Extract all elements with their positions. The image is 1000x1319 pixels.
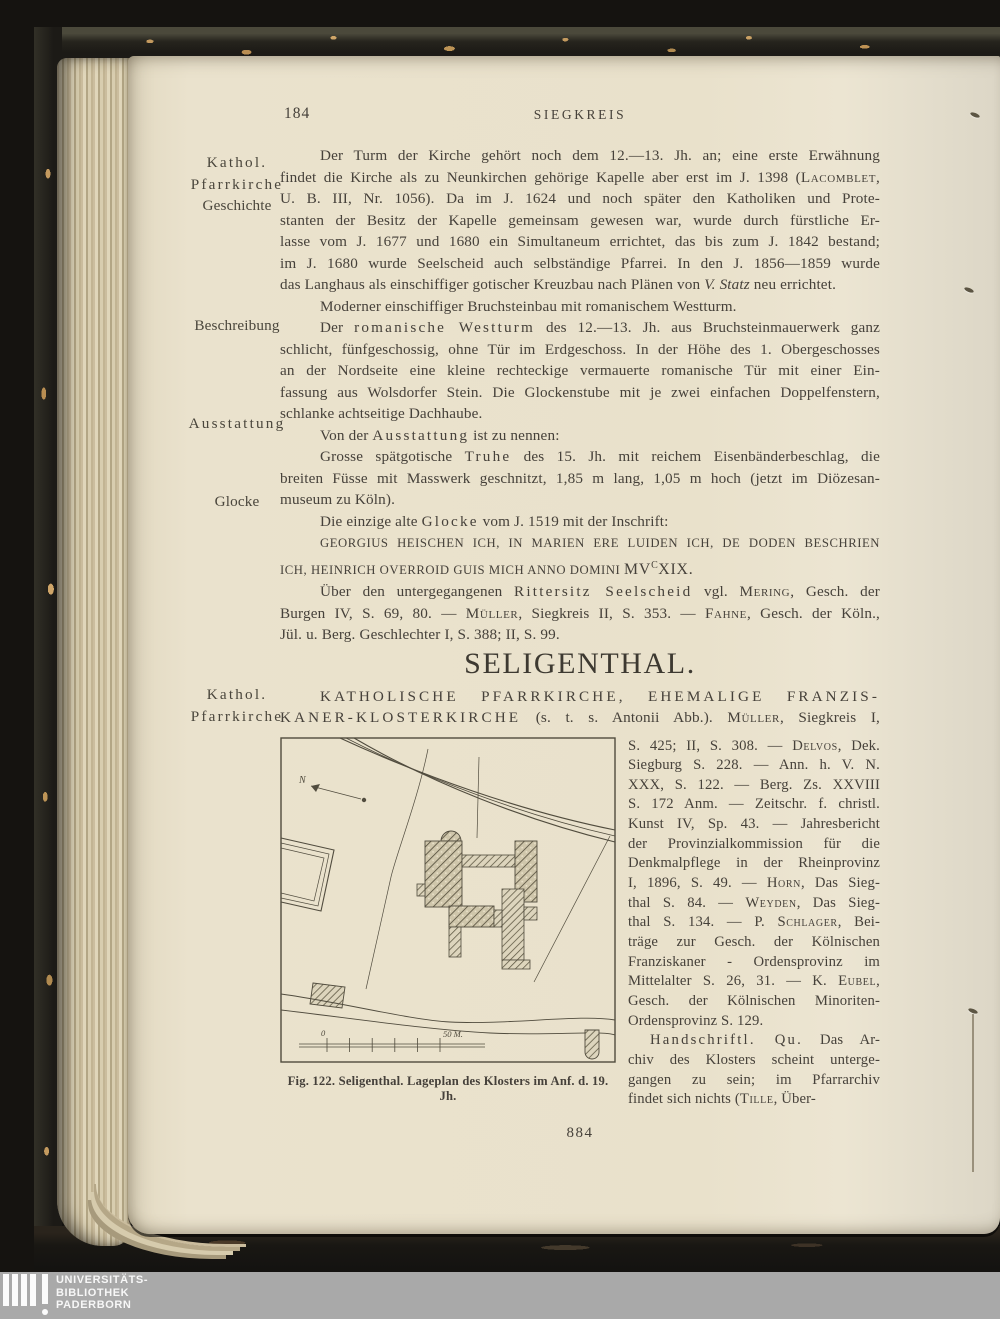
text-line: [280, 360, 880, 382]
text-line: [628, 953, 880, 973]
library-banner: [0, 1272, 1000, 1319]
text-line: [628, 854, 880, 874]
text-run: , Das Sieg-: [800, 875, 880, 892]
margin-note-kathol-pfarrkirche: [180, 684, 294, 727]
text-run: vom J. 1519 mit der Inschrift:: [478, 512, 669, 530]
text-line: [180, 413, 294, 435]
text-run: romanische Westturm: [354, 319, 536, 336]
text-line: [280, 489, 880, 511]
text-run: Burgen IV, S. 69, 80. —: [280, 604, 466, 622]
text-run: V. Statz: [704, 276, 750, 293]
text-run: , Dek.: [837, 737, 880, 754]
text-run: GEORGIUS HEISCHEN ICH, IN MARIEN ERE LUIDEN ICH, DE DODEN BESCHRIEN: [320, 536, 880, 550]
east-wing: [502, 889, 524, 960]
paragraph-ausstattung: [280, 425, 880, 447]
folio-number: 184: [284, 105, 311, 122]
text-line: [628, 1051, 880, 1071]
text-run: Das Ar-: [802, 1032, 880, 1049]
text-run: Siegburg S. 228. — Ann. h. V. N.: [628, 757, 880, 774]
text-run: S. 172 Anm. — Zeitschr. f. christl.: [628, 796, 880, 813]
text-run: thal S. 134. — P.: [628, 914, 778, 931]
binding-thread: [972, 1014, 974, 1172]
logo-bar: [42, 1274, 48, 1304]
text-line: [628, 1090, 880, 1110]
text-line: [628, 992, 880, 1012]
text-run: Fahne: [704, 604, 747, 622]
paragraph-literatur: [280, 581, 880, 646]
text-run: thal S. 84. —: [628, 894, 746, 911]
text-line: [280, 167, 880, 189]
text-run: ICH, HEINRICH OVERROID GUIS MICH ANNO DOMINI: [280, 562, 625, 577]
paragraph-moderner-bau: [280, 296, 880, 318]
text-line: [280, 624, 880, 646]
paragraph-geschichte: [280, 145, 880, 296]
text-run: Der: [320, 319, 355, 336]
text-run: I, 1896, S. 49. —: [628, 875, 767, 892]
scale-bar: [299, 1038, 485, 1052]
text-run: Glocke: [214, 493, 260, 510]
text-run: (s. t. s. Antonii Abb.).: [521, 709, 728, 726]
text-line: [628, 1031, 880, 1051]
text-run: ,: [876, 973, 880, 990]
text-run: Moderner einschiffiger Bruchsteinbau mit romanischem Westturm.: [320, 297, 737, 315]
text-line: [180, 684, 294, 706]
text-line: [628, 894, 880, 914]
text-run: XXX, S. 122. — Berg. Zs. XXVIII: [628, 776, 880, 793]
text-line: [280, 603, 880, 625]
margin-note-glocke: [180, 491, 294, 513]
scale-50m-label: 50 M.: [443, 1028, 463, 1039]
scale-zero-label: 0: [321, 1027, 326, 1038]
text-run: Müller: [727, 709, 780, 726]
text-line: [280, 210, 880, 232]
text-line: [280, 581, 880, 603]
text-run: Die einzige alte: [320, 512, 422, 530]
text-run: Müller: [465, 604, 519, 622]
paragraph-inschrift: [280, 532, 880, 581]
text-line: [280, 188, 880, 210]
text-run: Mittelalter S. 26, 31. — K.: [628, 973, 839, 990]
text-run: , Siegkreis II, S. 353. —: [518, 604, 705, 622]
library-name-line3: PADERBORN: [56, 1299, 132, 1312]
text-line: [280, 231, 880, 253]
text-run: Schlager: [777, 914, 838, 931]
paragraph-beschreibung: [280, 317, 880, 425]
text-run: Rittersitz Seelscheid: [514, 583, 693, 600]
text-run: Der Turm der Kirche gehört noch dem 12.—13. Jh. an; eine erste Erwähnung: [320, 147, 880, 164]
text-line: [280, 317, 880, 339]
text-run: U. B. III, Nr. 1056). Da im J. 1624 und noch später den Katholiken und Prote-: [280, 190, 880, 207]
text-run: Geschichte: [202, 197, 272, 214]
text-line: [280, 145, 880, 167]
figure-caption: Fig. 122. Seligenthal. Lageplan des Klosters im Anf. d. 19. Jh.: [287, 1073, 609, 1103]
stitch-hole: [970, 111, 981, 118]
text-run: chiv des Klosters scheint unterge-: [628, 1052, 880, 1068]
library-name-line2: BIBLIOTHEK: [56, 1286, 130, 1299]
church-building: [425, 841, 462, 907]
text-run: , Gesch. der Köln.,: [746, 604, 880, 622]
logo-dot: [42, 1309, 48, 1315]
text-line: [180, 152, 294, 174]
text-run: , Über-: [773, 1091, 816, 1108]
text-run: , Gesch. der: [790, 583, 880, 600]
logo-bar: [21, 1274, 27, 1306]
north-label: N: [299, 774, 306, 786]
text-run: Kunst IV, Sp. 43. — Jahresbericht: [628, 816, 880, 833]
text-line: [628, 835, 880, 855]
text-run: C: [651, 559, 659, 571]
text-run: findet die Kirche als zu Neunkirchen gehörige Kapelle aber erst im J. 1398 (: [280, 168, 801, 186]
text-line: [280, 274, 880, 296]
text-run: fassung aus Wolsdorfer Stein. Die Glockenstube mit je zwei einfachen Doppelfenstern,: [280, 383, 880, 401]
references-column: [628, 737, 880, 1110]
text-run: MV: [624, 560, 652, 578]
text-line: [280, 425, 880, 447]
text-line: [280, 403, 880, 425]
text-run: träge zur Gesch. der Kölnischen: [628, 934, 880, 951]
margin-note-geschichte: [180, 152, 294, 217]
text-run: Grosse spätgotische: [320, 448, 465, 465]
text-run: Kathol.: [206, 154, 268, 171]
paragraph-glocke: [280, 511, 880, 533]
text-run: das Langhaus als einschiffiger gotischer Kreuzbau nach Plänen von: [280, 276, 705, 293]
text-run: Truhe: [464, 448, 512, 465]
page-header: [280, 105, 880, 125]
text-line: [628, 756, 880, 776]
text-line: [628, 815, 880, 835]
text-run: breiten Füsse mit Masswerk geschnitzt, 1,85 m lang, 1,05 m hoch (jetzt im Diözesan-: [280, 469, 880, 487]
text-run: Delvos: [792, 737, 838, 754]
text-line: [628, 795, 880, 815]
text-line: [628, 1071, 880, 1091]
text-line: [280, 446, 880, 468]
text-run: Von der: [320, 426, 373, 444]
text-run: Kathol.: [206, 686, 268, 703]
text-run: XIX.: [658, 560, 694, 578]
text-run: vgl.: [692, 583, 740, 600]
text-run: gangen zu sein; im Pfarrarchiv: [628, 1071, 880, 1088]
text-run: Horn: [766, 875, 801, 892]
text-line: [280, 382, 880, 404]
text-run: ,: [876, 168, 880, 186]
text-run: Tille: [739, 1091, 774, 1108]
text-line: [180, 706, 294, 728]
logo-bar: [3, 1274, 9, 1306]
text-run: Ordensprovinz S. 129.: [628, 1012, 764, 1029]
text-run: Handschriftl. Qu.: [650, 1032, 803, 1049]
text-run: museum zu Köln).: [280, 491, 396, 508]
text-run: Über den untergegangenen: [320, 583, 515, 600]
text-run: Pfarrkirche: [190, 707, 284, 725]
paragraph-intro-klosterkirche: [280, 686, 880, 729]
text-line: [280, 555, 880, 582]
text-line: [180, 491, 294, 513]
library-name-line1: UNIVERSITÄTS-: [56, 1274, 149, 1286]
text-run: Jül. u. Berg. Geschlechter I, S. 388; II, S. 99.: [280, 626, 560, 643]
text-run: Denkmalpflege in der Rheinprovinz: [628, 855, 880, 872]
text-column: [280, 145, 880, 1142]
running-title: SIEGKREIS: [533, 107, 627, 122]
text-run: der Provinzialkommission für die: [628, 835, 880, 852]
text-run: , Siegkreis I,: [779, 709, 880, 726]
text-run: Pfarrkirche: [190, 175, 284, 193]
text-line: [280, 686, 880, 708]
text-run: Glocke: [421, 512, 479, 530]
text-run: , Bei-: [837, 914, 881, 931]
text-line: [628, 1012, 880, 1032]
text-line: [180, 195, 294, 217]
text-run: stanten der Besitz der Kapelle gemeinsam gewesen war, wurde durch fürstliche Er-: [280, 211, 880, 229]
text-run: im J. 1680 wurde Seelscheid auch selbständige Pfarrei. In den J. 1856—1859 wurde: [280, 254, 880, 272]
middle-wing: [449, 906, 494, 927]
text-run: neu errichtet.: [749, 276, 837, 293]
text-run: Eubel: [838, 973, 877, 990]
text-line: [180, 315, 294, 337]
library-name: [56, 1274, 148, 1312]
figure-column: [280, 737, 616, 1110]
text-line: [280, 707, 880, 729]
text-line: [280, 253, 880, 275]
text-line: [180, 174, 294, 196]
footer-page-number: 884: [566, 1124, 594, 1141]
text-run: Mering: [739, 583, 791, 600]
text-run: Beschreibung: [194, 317, 280, 334]
figure-and-references-row: [280, 737, 880, 1110]
text-line: [628, 933, 880, 953]
text-run: , Das Sieg-: [796, 894, 881, 911]
logo-bar: [30, 1274, 36, 1306]
text-run: Ausstattung: [372, 426, 470, 444]
text-run: KANER-KLOSTERKIRCHE: [280, 709, 522, 726]
text-run: schlanke achtseitige Dachhaube.: [280, 405, 483, 422]
logo-bar: [12, 1274, 18, 1306]
text-run: Lacomblet: [800, 168, 877, 186]
text-run: ist zu nennen:: [469, 426, 560, 444]
text-run: Weyden: [745, 894, 797, 911]
text-line: [280, 468, 880, 490]
text-line: [628, 972, 880, 992]
text-line: [280, 511, 880, 533]
cloister-north-wing: [462, 855, 515, 867]
text-line: [280, 532, 880, 555]
text-run: KATHOLISCHE PFARRKIRCHE, EHEMALIGE FRANZIS-: [320, 687, 880, 705]
text-run: Franziskaner - Ordensprovinz im: [628, 953, 880, 970]
page-stack-edges: [57, 58, 131, 1246]
text-line: [628, 776, 880, 796]
stitch-hole: [964, 286, 975, 293]
text-run: des 12.—13. Jh. aus Bruchsteinmauerwerk ganz: [535, 319, 880, 336]
text-run: Ausstattung: [188, 415, 286, 432]
text-line: [628, 737, 880, 757]
library-logo-icon: [3, 1272, 55, 1319]
paragraph-truhe: [280, 446, 880, 511]
scanned-book-page: [128, 56, 1000, 1234]
text-run: S. 425; II, S. 308. —: [628, 737, 793, 754]
text-run: des 15. Jh. mit reichem Eisenbänderbeschlag, die: [511, 448, 880, 465]
text-run: Gesch. der Kölnischen Minoriten-: [628, 993, 880, 1010]
text-line: [628, 874, 880, 894]
text-run: schlicht, fünfgeschossig, ohne Tür im Erdgeschoss. In der Höhe des 1. Obergeschosses: [280, 340, 880, 358]
text-run: an der Nordseite eine kleine rechteckige vermauerte romanische Tür mit einer Ein-: [280, 362, 880, 379]
text-line: [628, 913, 880, 933]
text-run: findet sich nichts (: [628, 1091, 740, 1108]
text-line: [280, 296, 880, 318]
text-line: [280, 339, 880, 361]
north-arrow: [311, 786, 361, 799]
margin-note-ausstattung: [180, 413, 294, 435]
text-run: lasse vom J. 1677 und 1680 ein Simultaneum errichtet, das bis zum J. 1842 bestand;: [280, 233, 880, 250]
site-plan-figure: [280, 737, 616, 1063]
section-heading-seligenthal: SELIGENTHAL.: [464, 646, 696, 680]
margin-note-beschreibung: [180, 315, 294, 337]
